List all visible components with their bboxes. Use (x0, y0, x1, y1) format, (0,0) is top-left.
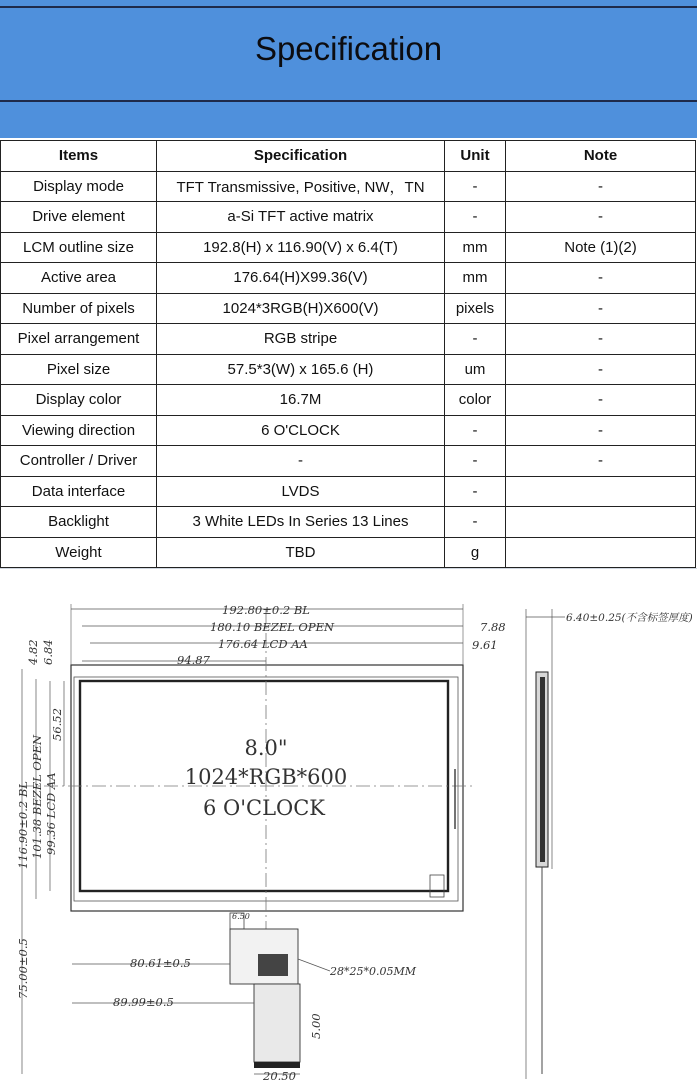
dim-center-x: 94.87 (177, 653, 210, 667)
table-row (1, 263, 696, 294)
table-cell: Pixel size (1, 354, 157, 385)
dim-total-height: 75.00±0.5 (16, 938, 30, 999)
table-cell: - (445, 324, 506, 355)
table-cell (506, 476, 696, 507)
mechanical-drawing (0, 569, 697, 1089)
fpc-note: 28*25*0.05MM (330, 965, 417, 978)
table-cell: 57.5*3(W) x 165.6 (H) (157, 354, 445, 385)
table-cell: pixels (445, 293, 506, 324)
dim-fpc-x1: 80.61±0.5 (130, 956, 191, 970)
table-cell: Number of pixels (1, 293, 157, 324)
table-cell: Display color (1, 385, 157, 416)
table-cell: Backlight (1, 507, 157, 538)
table-cell: Active area (1, 263, 157, 294)
table-row (1, 354, 696, 385)
column-header: Note (506, 141, 696, 172)
table-cell: Weight (1, 537, 157, 568)
table-cell: - (445, 202, 506, 233)
dim-fpc-x2: 89.99±0.5 (113, 995, 174, 1009)
table-cell: Viewing direction (1, 415, 157, 446)
table-row (1, 385, 696, 416)
table-cell: g (445, 537, 506, 568)
table-cell (506, 507, 696, 538)
table-row (1, 232, 696, 263)
table-cell (506, 537, 696, 568)
table-cell: Note (1)(2) (506, 232, 696, 263)
dim-bezel-width: 180.10 BEZEL OPEN (210, 620, 335, 634)
table-cell: - (506, 202, 696, 233)
table-cell: a-Si TFT active matrix (157, 202, 445, 233)
table-cell: 192.8(H) x 116.90(V) x 6.4(T) (157, 232, 445, 263)
table-cell: - (506, 415, 696, 446)
dim-right-offset-2: 9.61 (472, 638, 498, 652)
dim-bl-width: 192.80±0.2 BL (222, 603, 310, 617)
table-row (1, 446, 696, 477)
center-resolution-label: 1024*RGB*600 (184, 765, 348, 789)
column-header: Items (1, 141, 157, 172)
header-banner (0, 0, 697, 138)
table-cell: - (445, 507, 506, 538)
table-cell: Data interface (1, 476, 157, 507)
banner-bottom-rule (0, 100, 697, 102)
table-row (1, 537, 696, 568)
table-row (1, 476, 696, 507)
center-viewing-label: 6 O'CLOCK (202, 796, 326, 820)
table-cell: - (445, 415, 506, 446)
table-row (1, 415, 696, 446)
fpc-chip (258, 954, 288, 976)
dim-thickness: 6.40±0.25(不含标签厚度) (566, 612, 693, 624)
table-cell: RGB stripe (157, 324, 445, 355)
table-cell: um (445, 354, 506, 385)
dim-center-y: 56.52 (50, 708, 64, 741)
column-header: Unit (445, 141, 506, 172)
dim-right-offset-1: 7.88 (480, 620, 506, 634)
side-view-panel (540, 677, 545, 862)
table-cell: - (445, 171, 506, 202)
dim-aa-width: 176.64 LCD AA (218, 637, 308, 651)
table-cell: 1024*3RGB(H)X600(V) (157, 293, 445, 324)
table-cell: Display mode (1, 171, 157, 202)
page-title: Specification (254, 30, 443, 67)
dim-fpc-width: 20.50 (263, 1069, 296, 1083)
table-cell: - (506, 293, 696, 324)
table-cell: - (506, 385, 696, 416)
table-row (1, 507, 696, 538)
spec-table (0, 140, 696, 568)
table-cell: 176.64(H)X99.36(V) (157, 263, 445, 294)
table-cell: Drive element (1, 202, 157, 233)
fpc-tail (254, 984, 300, 1062)
table-row (1, 202, 696, 233)
dim-fpc-small: 6.50 (232, 912, 250, 921)
table-cell: LCM outline size (1, 232, 157, 263)
table-cell: - (506, 324, 696, 355)
table-cell: Controller / Driver (1, 446, 157, 477)
table-cell: - (506, 354, 696, 385)
table-cell: - (506, 446, 696, 477)
banner-top-rule (0, 6, 697, 8)
dim-aa-height: 99.36 LCD AA (44, 772, 58, 855)
table-row (1, 171, 696, 202)
table-cell: 6 O'CLOCK (157, 415, 445, 446)
table-cell: - (506, 263, 696, 294)
corner-detail (430, 875, 444, 897)
dim-bl-height: 116.90±0.2 BL (16, 781, 30, 869)
dim-top-2: 6.84 (41, 639, 55, 665)
center-size-label: 8.0" (244, 736, 288, 760)
fpc-note-leader (298, 959, 330, 971)
table-cell: mm (445, 232, 506, 263)
table-cell: 16.7M (157, 385, 445, 416)
column-header: Specification (157, 141, 445, 172)
table-row (1, 293, 696, 324)
fpc-contacts (254, 1062, 300, 1068)
table-cell: color (445, 385, 506, 416)
table-cell: - (506, 171, 696, 202)
table-cell: TBD (157, 537, 445, 568)
dim-bezel-height: 101.38 BEZEL OPEN (30, 734, 44, 859)
table-cell: - (445, 446, 506, 477)
table-header-row (1, 141, 696, 172)
table-cell: Pixel arrangement (1, 324, 157, 355)
table-cell: TFT Transmissive, Positive, NW，TN (157, 171, 445, 202)
table-cell: - (157, 446, 445, 477)
dim-top-1: 4.82 (26, 639, 40, 665)
table-cell: mm (445, 263, 506, 294)
dim-fpc-offset: 5.00 (309, 1013, 323, 1039)
table-row (1, 324, 696, 355)
table-cell: - (445, 476, 506, 507)
table-cell: 3 White LEDs In Series 13 Lines (157, 507, 445, 538)
table-cell: LVDS (157, 476, 445, 507)
